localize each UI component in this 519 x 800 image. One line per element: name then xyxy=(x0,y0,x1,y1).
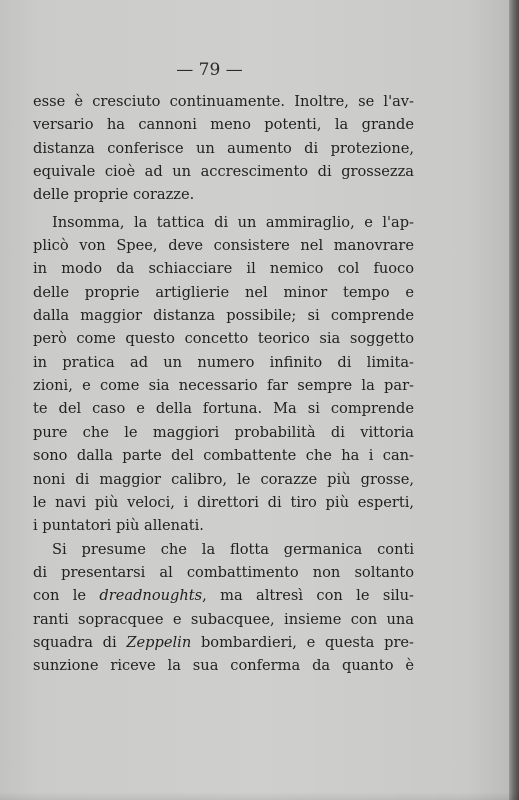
text-line: zioni, e come sia necessario far sempre la par- xyxy=(33,377,414,395)
text-line: in modo da schiacciare il nemico col fuoco xyxy=(33,260,414,278)
text-line: sunzione riceve la sua conferma da quanto è xyxy=(33,657,414,675)
text-line: Si presume che la flotta germanica conti xyxy=(52,540,414,558)
text-line: Insomma, la tattica di un ammiraglio, e l'ap- xyxy=(52,213,414,231)
page-binding-edge xyxy=(509,0,519,800)
text-line: in pratica ad un numero infinito di limita- xyxy=(33,353,414,371)
text-line: delle proprie corazze. xyxy=(33,186,195,204)
page-bottom-shadow xyxy=(0,792,519,800)
text-line: sono dalla parte del combattente che ha i can- xyxy=(33,447,414,465)
text-line: noni di maggior calibro, le corazze più grosse, xyxy=(33,470,414,488)
text-line: le navi più veloci, i direttori di tiro più esperti, xyxy=(33,493,414,511)
page-number: — 79 — xyxy=(176,60,243,80)
text-line: con le dreadnoughts, ma altresì con le silu- xyxy=(33,587,414,605)
italic-term: Zeppelin xyxy=(126,633,192,651)
text-line: delle proprie artiglierie nel minor tempo e xyxy=(33,283,414,301)
text-line: distanza conferisce un aumento di protezione, xyxy=(33,139,414,157)
text-line: versario ha cannoni meno potenti, la grande xyxy=(33,116,414,134)
text-line: squadra di Zeppelin bombardieri, e questa pre- xyxy=(33,633,414,651)
text-line: di presentarsi al combattimento non soltanto xyxy=(33,563,414,581)
text-line: dalla maggior distanza possibile; si comprende xyxy=(33,307,414,325)
text-line: i puntatori più allenati. xyxy=(33,517,204,535)
body-text xyxy=(33,90,414,678)
text-line: però come questo concetto teorico sia soggetto xyxy=(33,330,414,348)
text-line: ranti sopracquee e subacquee, insieme con una xyxy=(33,610,414,628)
text-line: pure che le maggiori probabilità di vittoria xyxy=(33,423,414,441)
text-line: te del caso e della fortuna. Ma si comprende xyxy=(33,400,414,418)
text-line: esse è cresciuto continuamente. Inoltre, se l'av- xyxy=(33,93,414,110)
text-line: plicò von Spee, deve consistere nel manovrare xyxy=(33,237,414,255)
text-line: equivale cioè ad un accrescimento di grossezza xyxy=(33,163,414,181)
italic-term: dreadnoughts xyxy=(99,587,203,605)
